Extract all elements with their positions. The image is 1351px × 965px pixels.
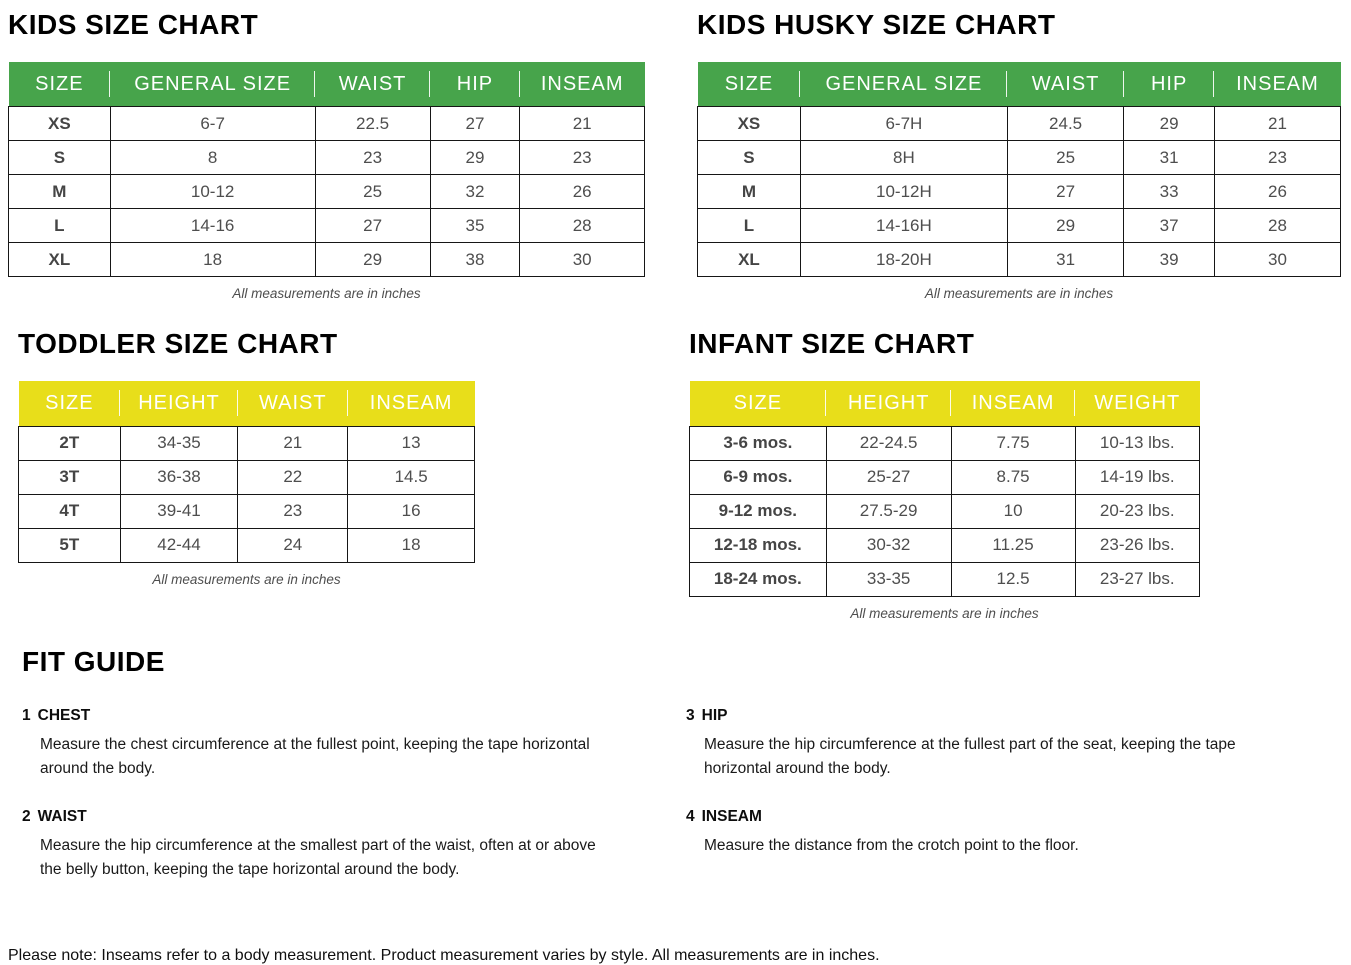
table-cell: 30 <box>1214 243 1340 277</box>
table-cell: 25-27 <box>826 460 951 494</box>
kids-size-chart-title: KIDS SIZE CHART <box>8 9 259 40</box>
table-row <box>690 562 1200 596</box>
table-cell: 10-13 lbs. <box>1075 426 1199 460</box>
toddler-size-chart-table <box>18 381 475 563</box>
column-header: HEIGHT <box>826 381 951 426</box>
column-header: HIP <box>430 62 520 107</box>
footer-note: Please note: Inseams refer to a body measurement. Product measurement varies by style. All measurements are in inches. <box>8 947 880 965</box>
table-row <box>9 209 645 243</box>
row-label: L <box>698 209 801 243</box>
measurement-note: All measurements are in inches <box>850 605 1039 621</box>
table-row <box>19 460 475 494</box>
table-cell: 33 <box>1124 175 1215 209</box>
table-cell: 14-16H <box>800 209 1007 243</box>
measurement-note: All measurements are in inches <box>152 571 341 587</box>
table-cell: 24 <box>238 528 348 562</box>
fit-guide-section <box>22 647 1343 910</box>
fit-guide-item-heading <box>22 808 670 826</box>
table-cell: 22-24.5 <box>826 426 951 460</box>
fit-guide-item-text: Measure the hip circumference at the smallest part of the waist, often at or above the belly button, keeping the tape horizontal around the body. <box>40 837 596 879</box>
table-row <box>19 494 475 528</box>
table-row <box>9 243 645 277</box>
fit-guide-item-heading <box>686 808 1343 826</box>
table-cell: 23-27 lbs. <box>1075 562 1199 596</box>
table-cell: 7.75 <box>951 426 1075 460</box>
fit-guide-item-number: 4 <box>686 808 695 826</box>
toddler-size-chart-title: TODDLER SIZE CHART <box>18 328 338 360</box>
column-header: WAIST <box>315 62 430 107</box>
table-cell: 39 <box>1124 243 1215 277</box>
table-cell: 21 <box>520 107 645 141</box>
table-row <box>19 528 475 562</box>
table-cell: 8H <box>800 141 1007 175</box>
table-cell: 11.25 <box>951 528 1075 562</box>
table-cell: 36-38 <box>120 460 238 494</box>
table-cell: 39-41 <box>120 494 238 528</box>
column-header: INSEAM <box>1214 62 1340 107</box>
table-cell: 14-19 lbs. <box>1075 460 1199 494</box>
row-label: L <box>9 209 111 243</box>
charts-row-top <box>8 8 1343 301</box>
table-cell: 23 <box>520 141 645 175</box>
table-cell: 29 <box>315 243 430 277</box>
table-cell: 13 <box>348 426 475 460</box>
fit-guide-item-number: 2 <box>22 808 31 826</box>
table-cell: 8 <box>110 141 315 175</box>
table-row <box>698 175 1341 209</box>
table-cell: 21 <box>1214 107 1340 141</box>
table-cell: 32 <box>430 175 520 209</box>
column-header: SIZE <box>690 381 827 426</box>
table-cell: 23 <box>238 494 348 528</box>
row-label: S <box>698 141 801 175</box>
table-row <box>698 243 1341 277</box>
fit-guide-item-heading <box>686 707 1343 725</box>
column-header: WEIGHT <box>1075 381 1199 426</box>
row-label: 18-24 mos. <box>690 562 827 596</box>
fit-guide-item-text: Measure the distance from the crotch point to the floor. <box>704 837 1079 855</box>
kids-husky-size-chart-table <box>697 62 1341 278</box>
table-cell: 25 <box>315 175 430 209</box>
table-cell: 6-7 <box>110 107 315 141</box>
toddler-size-chart-section <box>18 327 653 620</box>
table-cell: 14-16 <box>110 209 315 243</box>
fit-guide-items <box>22 707 1343 909</box>
row-label: 9-12 mos. <box>690 494 827 528</box>
fit-guide-item-heading <box>22 707 670 725</box>
table-cell: 35 <box>430 209 520 243</box>
table-cell: 31 <box>1124 141 1215 175</box>
fit-guide-item-number: 1 <box>22 707 31 725</box>
row-label: M <box>698 175 801 209</box>
table-row <box>9 175 645 209</box>
column-header: WAIST <box>238 381 348 426</box>
table-cell: 10 <box>951 494 1075 528</box>
row-label: 6-9 mos. <box>690 460 827 494</box>
fit-guide-item-label: WAIST <box>37 808 87 826</box>
fit-guide-item-chest <box>22 707 670 781</box>
table-cell: 34-35 <box>120 426 238 460</box>
table-cell: 23-26 lbs. <box>1075 528 1199 562</box>
table-cell: 21 <box>238 426 348 460</box>
table-row <box>19 426 475 460</box>
column-header: GENERAL SIZE <box>800 62 1007 107</box>
table-cell: 27 <box>1007 175 1123 209</box>
table-row <box>9 141 645 175</box>
column-header: HIP <box>1124 62 1215 107</box>
column-header: GENERAL SIZE <box>110 62 315 107</box>
column-header: WAIST <box>1007 62 1123 107</box>
table-cell: 31 <box>1007 243 1123 277</box>
column-header: INSEAM <box>348 381 475 426</box>
table-cell: 12.5 <box>951 562 1075 596</box>
table-cell: 42-44 <box>120 528 238 562</box>
table-row <box>9 107 645 141</box>
column-header: INSEAM <box>520 62 645 107</box>
fit-guide-item-label: INSEAM <box>701 808 762 826</box>
table-cell: 23 <box>315 141 430 175</box>
measurement-note: All measurements are in inches <box>924 286 1114 302</box>
column-header: INSEAM <box>951 381 1075 426</box>
table-cell: 10-12 <box>110 175 315 209</box>
fit-guide-item-label: CHEST <box>37 707 91 725</box>
kids-husky-size-chart-title: KIDS HUSKY SIZE CHART <box>697 9 1056 40</box>
table-row <box>690 494 1200 528</box>
row-label: 4T <box>19 494 121 528</box>
row-label: XS <box>698 107 801 141</box>
fit-guide-column-right <box>686 707 1343 909</box>
table-cell: 23 <box>1214 141 1340 175</box>
table-cell: 26 <box>1214 175 1340 209</box>
table-cell: 20-23 lbs. <box>1075 494 1199 528</box>
kids-husky-size-chart-section <box>697 8 1341 301</box>
table-cell: 27 <box>315 209 430 243</box>
kids-size-chart-table <box>8 62 645 278</box>
table-cell: 28 <box>520 209 645 243</box>
row-label: 3-6 mos. <box>690 426 827 460</box>
table-cell: 18-20H <box>800 243 1007 277</box>
table-row <box>690 460 1200 494</box>
column-header: SIZE <box>9 62 111 107</box>
fit-guide-item-number: 3 <box>686 707 695 725</box>
table-cell: 22 <box>238 460 348 494</box>
table-cell: 18 <box>110 243 315 277</box>
fit-guide-item-waist <box>22 808 670 882</box>
table-cell: 27 <box>430 107 520 141</box>
row-label: 12-18 mos. <box>690 528 827 562</box>
infant-size-chart-section <box>689 327 1341 620</box>
row-label: XL <box>698 243 801 277</box>
table-cell: 16 <box>348 494 475 528</box>
fit-guide-item-hip <box>686 707 1343 781</box>
row-label: S <box>9 141 111 175</box>
table-cell: 30 <box>520 243 645 277</box>
table-cell: 29 <box>430 141 520 175</box>
table-cell: 6-7H <box>800 107 1007 141</box>
column-header: SIZE <box>19 381 121 426</box>
table-cell: 27.5-29 <box>826 494 951 528</box>
row-label: XS <box>9 107 111 141</box>
row-label: 2T <box>19 426 121 460</box>
fit-guide-column-left <box>22 707 670 909</box>
kids-size-chart-section <box>8 8 653 301</box>
row-label: XL <box>9 243 111 277</box>
table-cell: 26 <box>520 175 645 209</box>
column-header: SIZE <box>698 62 801 107</box>
infant-size-chart-table <box>689 381 1200 597</box>
charts-row-bottom <box>8 327 1343 620</box>
table-cell: 38 <box>430 243 520 277</box>
table-cell: 29 <box>1007 209 1123 243</box>
measurement-note: All measurements are in inches <box>232 286 421 302</box>
table-cell: 8.75 <box>951 460 1075 494</box>
fit-guide-item-text: Measure the hip circumference at the fullest part of the seat, keeping the tape horizontal around the body. <box>704 736 1236 778</box>
column-header: HEIGHT <box>120 381 238 426</box>
table-cell: 10-12H <box>800 175 1007 209</box>
row-label: 5T <box>19 528 121 562</box>
fit-guide-title: FIT GUIDE <box>22 645 165 677</box>
table-cell: 29 <box>1124 107 1215 141</box>
table-row <box>690 426 1200 460</box>
row-label: 3T <box>19 460 121 494</box>
fit-guide-item-label: HIP <box>701 707 728 725</box>
table-cell: 28 <box>1214 209 1340 243</box>
table-cell: 24.5 <box>1007 107 1123 141</box>
table-row <box>698 141 1341 175</box>
fit-guide-item-text: Measure the chest circumference at the fullest point, keeping the tape horizontal around the body. <box>40 736 590 778</box>
table-cell: 14.5 <box>348 460 475 494</box>
table-row <box>690 528 1200 562</box>
table-cell: 37 <box>1124 209 1215 243</box>
table-row <box>698 107 1341 141</box>
table-cell: 25 <box>1007 141 1123 175</box>
fit-guide-item-inseam <box>686 808 1343 858</box>
table-cell: 18 <box>348 528 475 562</box>
infant-size-chart-title: INFANT SIZE CHART <box>689 328 975 360</box>
row-label: M <box>9 175 111 209</box>
table-cell: 30-32 <box>826 528 951 562</box>
table-row <box>698 209 1341 243</box>
table-cell: 22.5 <box>315 107 430 141</box>
table-cell: 33-35 <box>826 562 951 596</box>
